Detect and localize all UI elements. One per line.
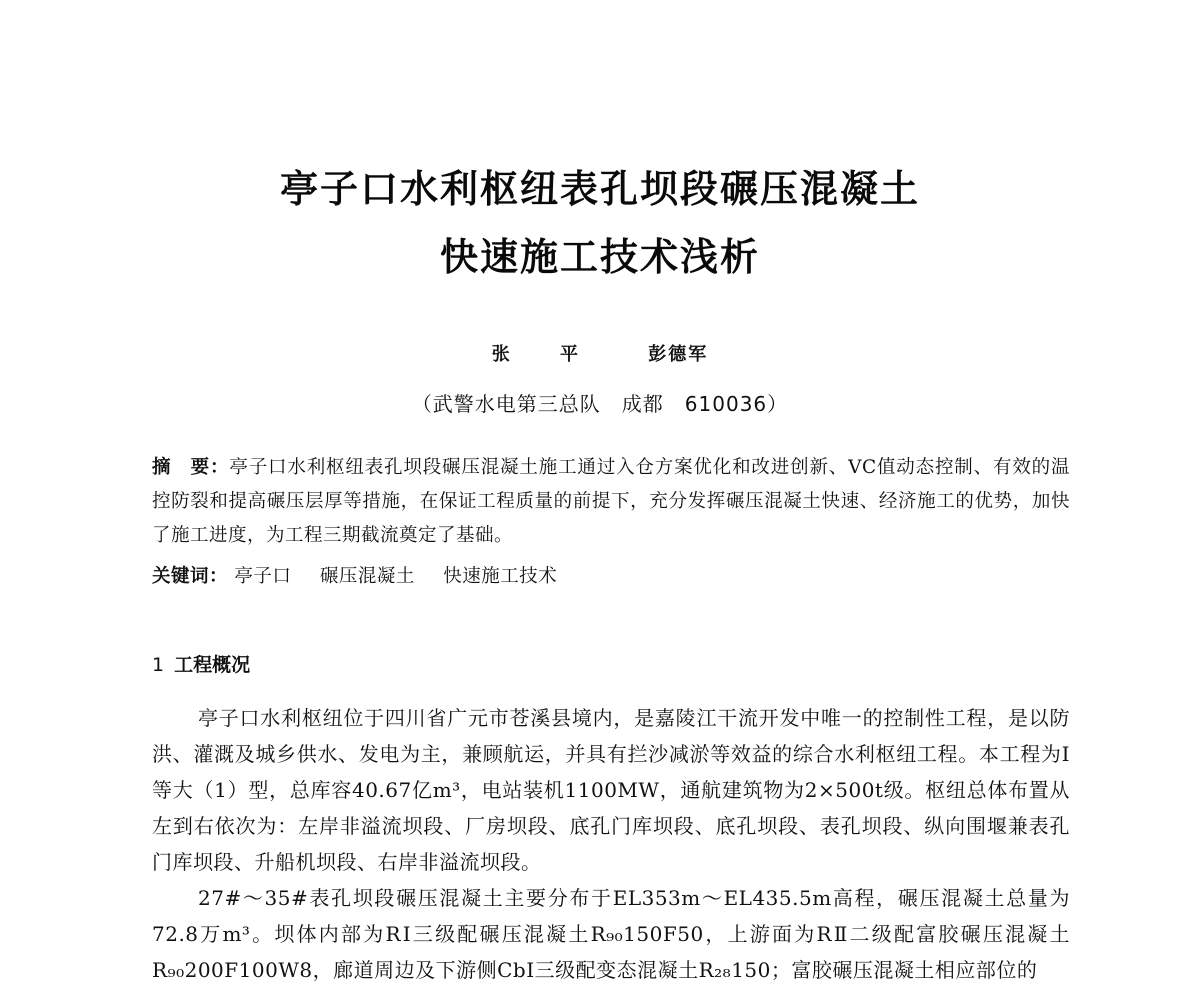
keyword: 碾压混凝土 xyxy=(319,566,415,587)
body-paragraph: 27#～35#表孔坝段碾压混凝土主要分布于EL353m～EL435.5m高程，碾压混凝土总量为72.8万m³。坝体内部为RⅠ三级配碾压混凝土R₉₀150F50，上游面为RⅡ二级配富胶碾压混凝土R₉₀200F100W8，廊道周边及下游侧CbⅠ三级配变态混凝土R₂₈150；富胶碾压混凝土相应部位的 xyxy=(152,886,1070,982)
body-paragraph: 亭子口水利枢纽位于四川省广元市苍溪县境内，是嘉陵江干流开发中唯一的控制性工程，是以防洪、灌溉及城乡供水、发电为主，兼顾航运，并具有拦沙减淤等效益的综合水利枢纽工程。本工程为Ⅰ等大（1）型，总库容40.67亿m³，电站装机1100MW，通航建筑物为2×500t级。枢纽总体布置从左到右依次为：左岸非溢流坝段、厂房坝段、底孔门库坝段、底孔坝段、表孔坝段、纵向围堰兼表孔门库坝段、升船机坝段、右岸非溢流坝段。 xyxy=(152,706,1070,874)
keywords-label: 关键词： xyxy=(152,566,229,587)
abstract xyxy=(152,451,1070,553)
section-title: 工程概况 xyxy=(174,654,251,676)
section-number: 1 xyxy=(152,654,165,676)
author-name: 张 平 xyxy=(491,344,600,365)
author-list xyxy=(0,340,1200,366)
keywords xyxy=(152,562,579,588)
author-name: 彭德军 xyxy=(648,344,709,365)
section-heading xyxy=(152,650,250,677)
paper-title-line-1: 亭子口水利枢纽表孔坝段碾压混凝土 xyxy=(279,167,920,211)
paper-title-line-2: 快速施工技术浅析 xyxy=(439,235,760,279)
abstract-label: 摘 要： xyxy=(152,457,230,478)
keyword: 快速施工技术 xyxy=(443,566,558,587)
keyword: 亭子口 xyxy=(234,566,292,587)
author-affiliation: （武警水电第三总队 成都 610036） xyxy=(411,392,789,416)
abstract-text: 亭子口水利枢纽表孔坝段碾压混凝土施工通过入仓方案优化和改进创新、VC值动态控制、有效的温控防裂和提高碾压层厚等措施，在保证工程质量的前提下，充分发挥碾压混凝土快速、经济施工的优势，加快了施工进度，为工程三期截流奠定了基础。 xyxy=(152,457,1070,546)
